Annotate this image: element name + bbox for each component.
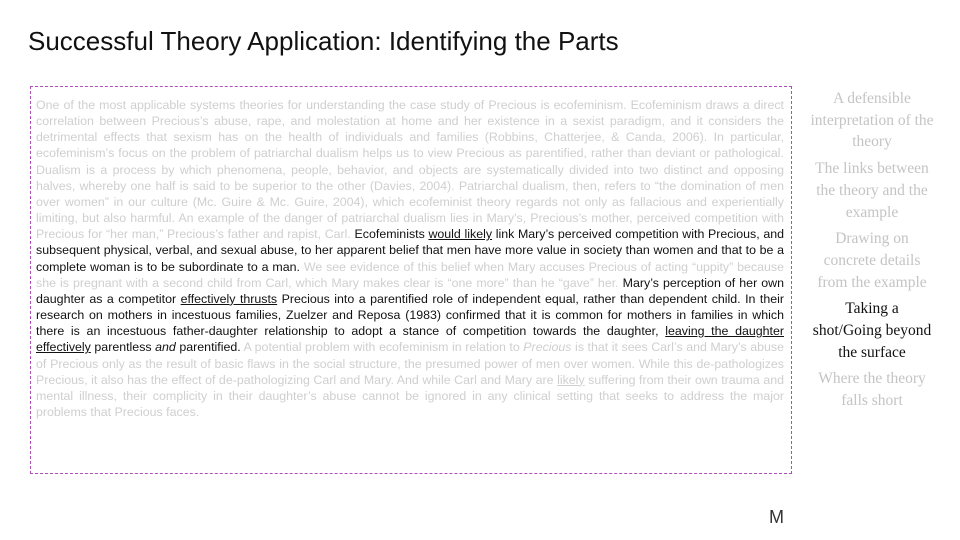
highlighted-text-segment: Precious into a parentified role of independent equal, rather than dependent child. In their research on mothers in incestuous families, Zuelzer and Reposa (1983) confirmed that it is common for mothers in families in which there is an incestuous father-daughter relationship to adopt a stance of competition towards the daughter, xyxy=(36,291,784,339)
highlighted-text-segment: would likely xyxy=(428,227,493,242)
muted-text-segment: A potential problem with ecofeminism in relation to xyxy=(243,340,524,355)
muted-text-segment: Precious xyxy=(523,340,572,355)
highlighted-text-segment: link Mary’s perceived competition with Precious, and subsequent physical, verbal, and sexual abuse, to her apparent belief that men have more value in society than women and that to be a complete woman is to be subordinate to a man. xyxy=(36,227,784,274)
sidebar-criterion-4: Taking a shot/Going beyond the surface xyxy=(812,300,932,361)
slide-title: Successful Theory Application: Identifying the Parts xyxy=(28,26,619,56)
muted-text-segment: suffering from their own trauma and mental illness, their complicity in their daughter’s abuse cannot be ignored in any clinical setting that seeks to address the major problems that Precious faces. xyxy=(36,372,784,419)
body-paragraph xyxy=(36,97,784,420)
muted-text-segment: We see evidence of this belief when Mary accuses Precious of acting “uppity” because she is pregnant with a second child from Carl, which Mary makes clear is “one more” than he “gave” her. xyxy=(36,259,784,290)
highlighted-text-segment: effectively thrusts xyxy=(180,291,278,306)
sidebar-criterion-5: Where the theory falls short xyxy=(818,370,926,410)
sidebar-criterion-1: A defensible interpretation of the theory xyxy=(810,90,934,151)
muted-text-segment: is that it sees Carl’s and Mary’s abuse of Precious only as the result of basic flaws in the social structure, the presumed power of men over women. While this de-pathologizes Precious, it also has the effect of de-pathologizing Carl and Mary. And while Carl and Mary are xyxy=(36,340,784,387)
criteria-sidebar xyxy=(810,88,934,417)
muted-text-segment: One of the most applicable systems theories for understanding the case study of Precious is ecofeminism. Ecofeminism draws a direct correlation between Precious’s abuse, rape, and molestation at home and her existence in a sexist paradigm, and it considers the detrimental effects that sexism has on the health of individuals and families (Robbins, Chatterjee, & Canda, 2006). In particular, ecofeminism’s focus on the problem of patriarchal dualism helps us to view Precious as parentified, rather than deviant or pathological. Dualism is a process by which phenomena, people, behavior, and objects are systematically divided into two distinct and opposing halves, whereby one half is said to be superior to the other (Davies, 2004). Patriarchal dualism, then, refers to “the domination of men over women” in our culture (Mc. Guire & Mc. Guire, 2004), which ecofeminist theory regards not only as fallacious and experientially limiting, but also harmful. An example of the danger of patriarchal dualism lies in Mary’s, Precious’s mother, perceived competition with Precious for “her man,” Precious’s father and rapist, Carl. xyxy=(36,98,784,242)
highlighted-text-segment: and xyxy=(155,340,176,355)
highlighted-text-segment: parentified. xyxy=(175,340,244,355)
highlighted-text-segment: Mary’s perception of her own daughter as a competitor xyxy=(36,275,784,306)
sidebar-criterion-2: The links between the theory and the example xyxy=(815,160,929,221)
highlighted-text-segment: Ecofeminists xyxy=(354,227,429,242)
sidebar-criterion-3: Drawing on concrete details from the example xyxy=(817,230,927,291)
muted-text-segment: likely xyxy=(557,372,585,387)
stray-glyph: M xyxy=(769,507,784,527)
highlighted-text-segment: parentless xyxy=(90,340,156,355)
highlighted-text-segment: leaving the daughter effectively xyxy=(36,324,784,355)
